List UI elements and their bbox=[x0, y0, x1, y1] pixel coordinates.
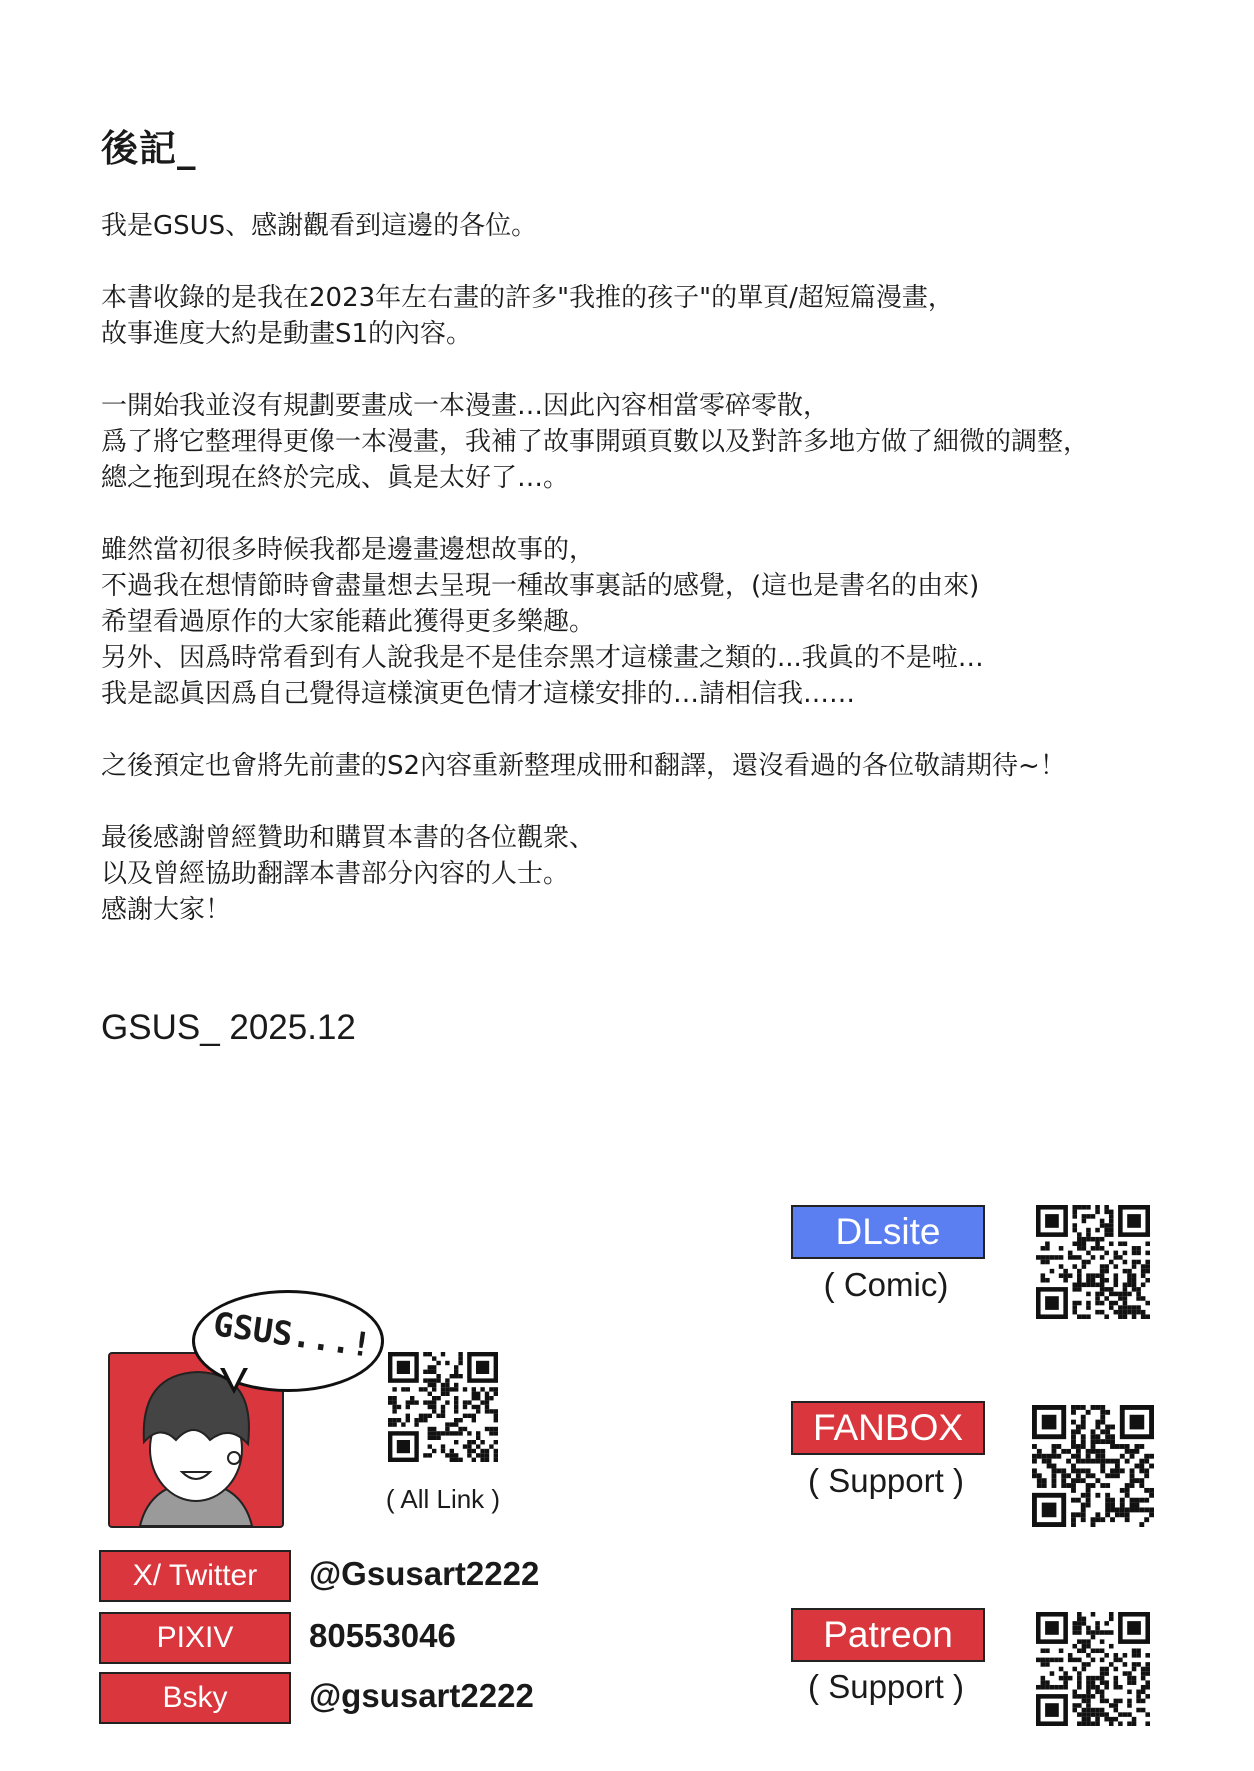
text-line: 以及曾經協助翻譯本書部分內容的人士。 bbox=[101, 859, 570, 889]
pixiv-label: PIXIV bbox=[99, 1612, 291, 1664]
text-line: 感謝大家！ bbox=[101, 895, 232, 925]
qr-pattern bbox=[1032, 1405, 1154, 1527]
paragraph-4 bbox=[101, 532, 1221, 712]
fanbox-qr-code[interactable] bbox=[1032, 1405, 1154, 1527]
fanbox-caption: ( Support ) bbox=[808, 1462, 964, 1499]
text-line: 總之拖到現在終於完成、眞是太好了…。 bbox=[101, 463, 570, 493]
qr-pattern bbox=[1036, 1205, 1150, 1319]
paragraph-6 bbox=[101, 820, 1221, 928]
text-line: 不過我在想情節時會盡量想去呈現一種故事裏話的感覺，(這也是書名的由來) bbox=[101, 571, 980, 601]
bsky-label: Bsky bbox=[99, 1672, 291, 1724]
bubble-tail-inner bbox=[223, 1365, 245, 1387]
dlsite-button[interactable]: DLsite bbox=[791, 1205, 985, 1259]
patreon-qr-code[interactable] bbox=[1036, 1612, 1150, 1726]
text-line: 爲了將它整理得更像一本漫畫，我補了故事開頭頁數以及對許多地方做了細微的調整， bbox=[101, 427, 1090, 457]
dlsite-qr-code[interactable] bbox=[1036, 1205, 1150, 1319]
text-line: 我是認眞因爲自己覺得這樣演更色情才這樣安排的…請相信我…… bbox=[101, 679, 856, 709]
text-line: 另外、因爲時常看到有人說我是不是佳奈黑才這樣畫之類的...我眞的不是啦… bbox=[101, 643, 984, 673]
paragraph-3 bbox=[101, 388, 1221, 496]
page-title: 後記_ bbox=[101, 127, 197, 170]
paragraph-1 bbox=[101, 208, 1221, 244]
paragraph-2 bbox=[101, 280, 1221, 352]
text-line: 故事進度大約是動畫S1的內容。 bbox=[101, 319, 473, 349]
x-twitter-label: X/ Twitter bbox=[99, 1550, 291, 1602]
text-line: 之後預定也會將先前畫的S2內容重新整理成冊和翻譯，還沒看過的各位敬請期待~！ bbox=[101, 751, 1066, 781]
afterword-body bbox=[101, 208, 1221, 964]
x-twitter-handle[interactable]: @Gsusart2222 bbox=[309, 1555, 540, 1592]
qr-pattern bbox=[1036, 1612, 1150, 1726]
text-line: 最後感謝曾經贊助和購買本書的各位觀衆、 bbox=[101, 823, 596, 853]
bubble-text: GSUS...! bbox=[211, 1304, 374, 1365]
patreon-caption: ( Support ) bbox=[808, 1668, 964, 1705]
text-line: 本書收錄的是我在2023年左右畫的許多"我推的孩子"的單頁/超短篇漫畫， bbox=[101, 283, 954, 313]
all-link-caption: ( All Link ) bbox=[385, 1484, 501, 1514]
dlsite-caption: ( Comic) bbox=[823, 1266, 949, 1303]
text-line: 雖然當初很多時候我都是邊畫邊想故事的， bbox=[101, 535, 596, 565]
pixiv-id[interactable]: 80553046 bbox=[309, 1617, 456, 1654]
text-line: 一開始我並沒有規劃要畫成一本漫畫…因此內容相當零碎零散， bbox=[101, 391, 830, 421]
text-line: 我是GSUS、感謝觀看到這邊的各位。 bbox=[101, 211, 538, 241]
fanbox-button[interactable]: FANBOX bbox=[791, 1401, 985, 1455]
all-link-qr-code[interactable] bbox=[388, 1352, 498, 1462]
patreon-button[interactable]: Patreon bbox=[791, 1608, 985, 1662]
text-line: 希望看過原作的大家能藉此獲得更多樂趣。 bbox=[101, 607, 596, 637]
signature: GSUS_ 2025.12 bbox=[101, 1008, 356, 1047]
paragraph-5 bbox=[101, 748, 1221, 784]
bsky-handle[interactable]: @gsusart2222 bbox=[309, 1677, 534, 1714]
qr-pattern bbox=[388, 1352, 498, 1462]
